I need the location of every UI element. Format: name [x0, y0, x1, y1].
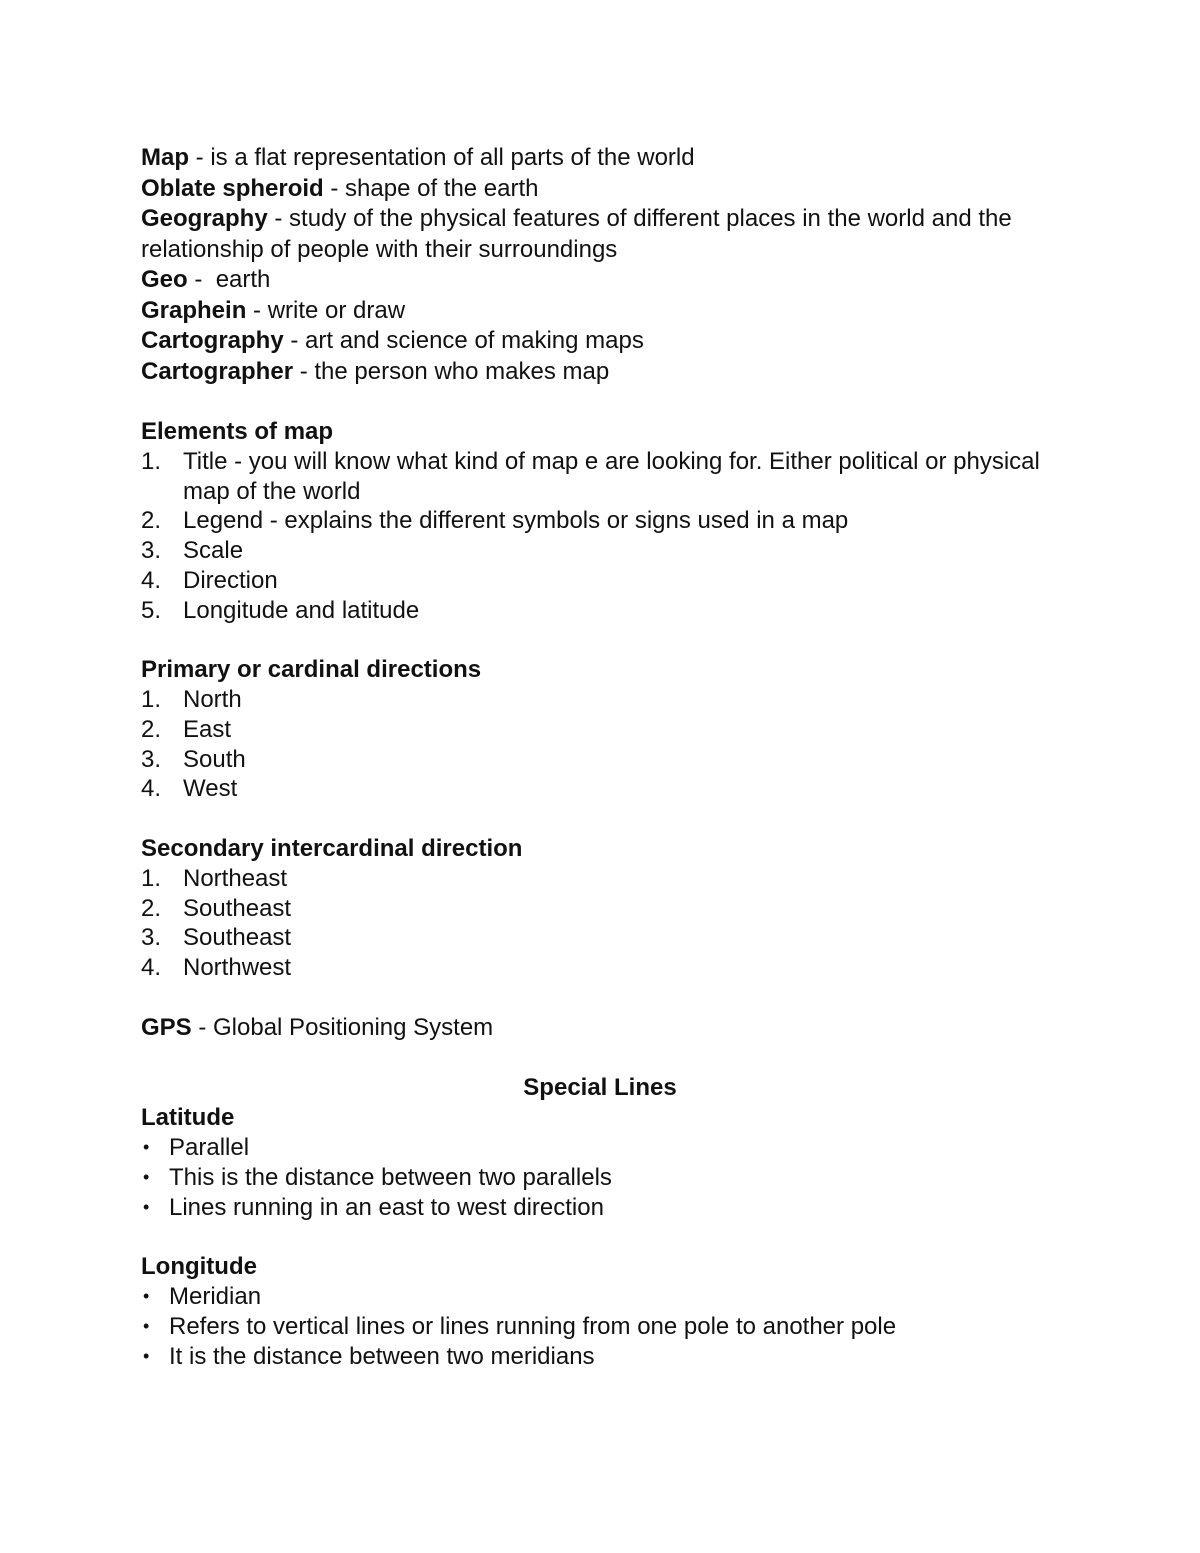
- list-item-text: West: [183, 775, 238, 803]
- list-item-text: Northeast: [183, 865, 288, 893]
- definition-separator: -: [246, 296, 268, 324]
- bullet-item: [141, 1163, 1061, 1193]
- list-item: [141, 685, 1061, 715]
- list-number: 2.: [141, 894, 162, 922]
- elements-section: [141, 417, 1061, 625]
- list-item: [141, 923, 1061, 953]
- list-item: [141, 566, 1061, 596]
- list-item: [141, 864, 1061, 894]
- bullet-glyph: •: [143, 1137, 150, 1158]
- bullet-text: Parallel: [169, 1134, 250, 1162]
- list-item-text: South: [183, 745, 246, 773]
- list-item: [141, 536, 1061, 566]
- section-heading: Elements of map: [141, 418, 334, 445]
- definition-text: write or draw: [267, 296, 406, 324]
- numbered-list: [141, 447, 1061, 625]
- bullet-list: [141, 1133, 1061, 1222]
- bullet-item: [141, 1133, 1061, 1163]
- list-item-text: Legend - explains the different symbols or signs used in a map: [183, 507, 849, 535]
- bullet-glyph: •: [143, 1167, 150, 1188]
- definition-map: [141, 143, 1061, 174]
- list-number: 3.: [141, 745, 162, 773]
- definition-separator: -: [267, 205, 290, 232]
- list-number: 5.: [141, 596, 162, 624]
- latitude-section: [141, 1103, 1061, 1222]
- bullet-glyph: •: [143, 1286, 150, 1307]
- spacer: [141, 1222, 1061, 1252]
- list-item: [141, 774, 1061, 804]
- bullet-text: This is the distance between two parallels: [169, 1164, 612, 1192]
- list-item-text: Southeast: [183, 894, 292, 922]
- list-item-text: Title - you will know what kind of map e are looking for. Either political or physical map of the world: [183, 448, 1040, 505]
- definition-separator: -: [293, 357, 315, 385]
- document-content: [141, 143, 1061, 1372]
- bullet-item: [141, 1193, 1061, 1223]
- definition-term: Oblate spheroid: [141, 174, 324, 202]
- bullet-item: [141, 1282, 1061, 1312]
- primary-directions-section: [141, 655, 1061, 804]
- secondary-directions-section: [141, 834, 1061, 983]
- list-number: 3.: [141, 537, 162, 565]
- definition-text: study of the physical features of different places in the world and the relationship of people with their surroundings: [141, 205, 1012, 263]
- bullet-text: Refers to vertical lines or lines running from one pole to another pole: [169, 1313, 897, 1341]
- list-item: [141, 447, 1061, 506]
- bullet-text: Lines running in an east to west direction: [169, 1193, 604, 1221]
- definitions-block: [141, 143, 1061, 387]
- list-number: 4.: [141, 566, 162, 594]
- bullet-glyph: •: [143, 1345, 150, 1366]
- numbered-list: [141, 864, 1061, 983]
- list-item-text: Scale: [183, 537, 244, 565]
- definition-separator: -: [191, 1013, 214, 1041]
- longitude-section: [141, 1252, 1061, 1371]
- spacer: [141, 983, 1061, 1013]
- list-number: 4.: [141, 775, 162, 803]
- special-lines-heading: Special Lines: [523, 1074, 677, 1102]
- definition-term: Graphein: [141, 296, 247, 324]
- list-item: [141, 745, 1061, 775]
- list-number: 1.: [141, 865, 162, 893]
- bullet-item: [141, 1342, 1061, 1372]
- list-item-text: North: [183, 686, 242, 714]
- list-item-text: Direction: [183, 566, 278, 594]
- numbered-list: [141, 685, 1061, 804]
- definition-geography: [141, 204, 1061, 265]
- definition-separator: -: [187, 266, 216, 293]
- definition-term: Cartography: [141, 327, 284, 354]
- definition-text: Global Positioning System: [213, 1013, 494, 1041]
- list-item: [141, 953, 1061, 983]
- bullet-text: Meridian: [169, 1283, 262, 1311]
- definition-separator: -: [323, 174, 346, 202]
- list-number: 1.: [141, 686, 162, 714]
- bullet-glyph: •: [143, 1196, 150, 1217]
- list-item: [141, 506, 1061, 536]
- definition-graphein: [141, 296, 1061, 327]
- section-heading: Primary or cardinal directions: [141, 656, 482, 684]
- section-heading: Longitude: [141, 1253, 257, 1281]
- definition-cartography: [141, 326, 1061, 357]
- definition-text: art and science of making maps: [305, 327, 644, 354]
- list-item-text: Longitude and latitude: [183, 596, 420, 624]
- definition-text: shape of the earth: [345, 174, 539, 202]
- definition-term: Cartographer: [141, 357, 294, 385]
- list-number: 1.: [141, 448, 162, 475]
- definition-text: is a flat representation of all parts of the world: [210, 144, 695, 171]
- definition-oblate-spheroid: [141, 174, 1061, 205]
- list-item-text: Northwest: [183, 954, 292, 982]
- definition-text: earth: [215, 266, 271, 293]
- bullet-list: [141, 1282, 1061, 1371]
- bullet-glyph: •: [143, 1316, 150, 1337]
- bullet-text: It is the distance between two meridians: [169, 1342, 595, 1370]
- list-item-text: East: [183, 715, 232, 743]
- definition-cartographer: [141, 357, 1061, 388]
- definition-separator: -: [189, 144, 211, 171]
- spacer: [141, 625, 1061, 655]
- list-number: 4.: [141, 954, 162, 982]
- definition-geo: [141, 265, 1061, 296]
- spacer: [141, 1043, 1061, 1073]
- definition-term: Geography: [141, 205, 268, 232]
- list-number: 3.: [141, 924, 162, 952]
- definition-term: GPS: [141, 1013, 192, 1041]
- definition-term: Geo: [141, 266, 188, 293]
- definition-text: the person who makes map: [314, 357, 610, 385]
- list-item-text: Southeast: [183, 924, 292, 952]
- list-number: 2.: [141, 715, 162, 743]
- definition-gps: [141, 1013, 1061, 1044]
- bullet-item: [141, 1312, 1061, 1342]
- spacer: [141, 387, 1061, 417]
- spacer: [141, 804, 1061, 834]
- section-heading: Secondary intercardinal direction: [141, 835, 523, 863]
- section-heading: Latitude: [141, 1104, 235, 1132]
- list-item: [141, 715, 1061, 745]
- list-item: [141, 596, 1061, 626]
- list-item: [141, 894, 1061, 924]
- list-number: 2.: [141, 507, 162, 535]
- definition-term: Map: [141, 144, 189, 171]
- definition-separator: -: [283, 327, 306, 354]
